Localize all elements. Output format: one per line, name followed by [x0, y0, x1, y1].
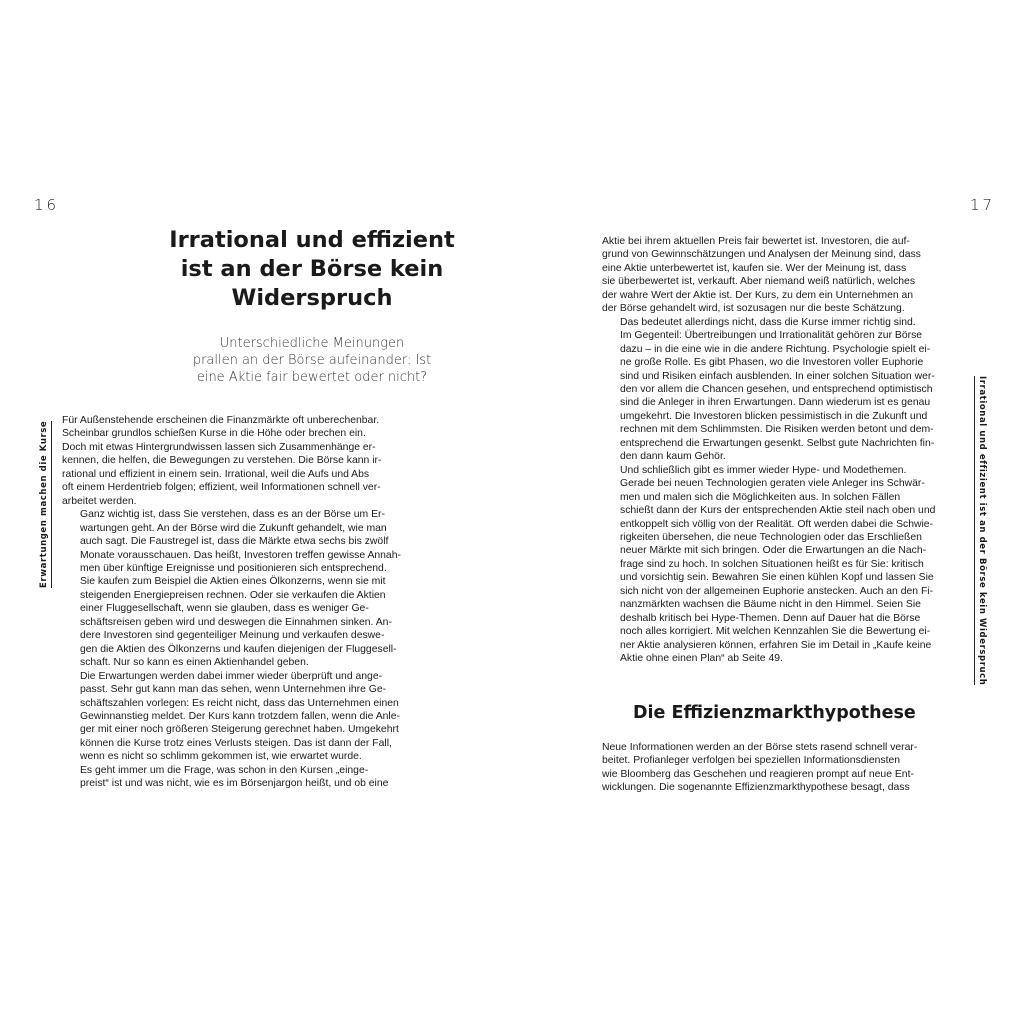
- text-line: Aktie bei ihrem aktuellen Preis fair bewertet ist. Investoren, die auf-: [602, 236, 910, 247]
- text-line: Und schließlich gibt es immer wieder Hype- und Modethemen.: [620, 464, 907, 476]
- paragraph: [62, 414, 422, 508]
- text-line: entsprechend die Erwartungen gesenkt. Selbst gute Nachrichten fin-: [620, 437, 935, 449]
- text-line: schäftsreisen geben wird und deswegen die Einnahmen sinken. An-: [80, 616, 392, 628]
- title-line: Irrational und effizient: [169, 227, 455, 253]
- text-line: Das bedeutet allerdings nicht, dass die Kurse immer richtig sind.: [620, 316, 916, 328]
- text-line: steigenden Energiepreisen rechnen. Oder sie verkaufen die Aktien: [80, 589, 386, 601]
- text-line: dazu – in die eine wie in die andere Richtung. Psychologie spielt ei-: [620, 343, 931, 355]
- text-line: Doch mit etwas Hintergrundwissen lassen sich Zusammenhänge er-: [62, 441, 376, 453]
- text-line: der wahre Wert der Aktie ist. Der Kurs, zu dem ein Unternehmen an: [602, 289, 914, 301]
- text-line: Aktie ohne einen Plan“ ab Seite 49.: [620, 653, 783, 665]
- paragraph: [602, 316, 962, 464]
- text-line: frage sind zu hoch. In solchen Situationen heißt es für Sie: kritisch: [620, 558, 924, 570]
- page-number-left: 16: [34, 196, 60, 214]
- text-line: dere Investoren sind gegenteiliger Meinung und verkaufen deswe-: [80, 630, 385, 642]
- text-line: men und malen sich die Möglichkeiten aus. In solchen Fällen: [620, 491, 901, 503]
- text-line: ger mit einer noch größeren Steigerung gerechnet haben. Umgekehrt: [80, 724, 399, 736]
- text-line: wicklungen. Die sogenannte Effizienzmarkthypothese besagt, dass: [602, 782, 910, 794]
- subtitle-line: prallen an der Börse aufeinander: Ist: [192, 353, 432, 368]
- text-line: Monate vorausschauen. Das heißt, Investoren treffen gewisse Annah-: [80, 549, 401, 561]
- running-header-left: Erwartungen machen die Kurse: [39, 421, 52, 588]
- text-line: wartungen geht. An der Börse wird die Zukunft gehandelt, wie man: [80, 522, 387, 534]
- paragraph: [62, 764, 422, 791]
- text-line: rigkeiten übersehen, die neue Technologien oder das Erschließen: [620, 531, 922, 543]
- section-heading: Die Effizienzmarkthypothese: [633, 703, 916, 723]
- text-line: entkoppelt sich völlig von der Realität. Oft werden dabei die Schwie-: [620, 518, 934, 530]
- title-line: Widerspruch: [231, 285, 393, 311]
- text-line: deshalb kritisch bei Hype-Themen. Denn auf Dauer hat die Börse: [620, 612, 921, 624]
- paragraph: [602, 235, 962, 316]
- text-line: sind und Risiken einfach ausblenden. In einer solchen Situation wer-: [620, 370, 935, 382]
- text-line: preist“ ist und was nicht, wie es im Börsenjargon heißt, und ob eine: [80, 778, 389, 790]
- text-line: ner Aktie analysieren können, erfahren Sie im Detail in „Kaufe keine: [620, 639, 932, 651]
- text-line: men über künftige Ereignisse und positionieren sich entsprechend.: [80, 562, 387, 574]
- text-line: gen die Aktien des Ölkonzerns und kaufen diejenigen der Fluggesell-: [80, 643, 397, 655]
- left-body-text: [62, 414, 422, 791]
- text-line: Im Gegenteil: Übertreibungen und Irrationalität gehören zur Börse: [620, 330, 923, 342]
- text-line: Neue Informationen werden an der Börse stets rasend schnell verar-: [602, 742, 918, 753]
- text-line: Die Erwartungen werden dabei immer wieder überprüft und ange-: [80, 670, 383, 682]
- text-line: und vorsichtig sein. Bewahren Sie einen kühlen Kopf und lassen Sie: [620, 572, 934, 584]
- title-line: ist an der Börse kein: [180, 256, 444, 282]
- text-line: neuer Märkte mit sich bringen. Oder die Erwartungen an die Nach-: [620, 545, 927, 557]
- running-header-right: Irrational und effizient ist an der Börse kein Widerspruch: [974, 376, 987, 685]
- subtitle-line: Unterschiedliche Meinungen: [219, 336, 405, 351]
- text-line: Scheinbar grundlos schießen Kurse in die Höhe oder brechen ein.: [62, 428, 366, 440]
- text-line: können die Kurse trotz eines Verlusts steigen. Das ist dann der Fall,: [80, 737, 392, 749]
- paragraph: [602, 741, 962, 795]
- text-line: den vor allem die Chancen gesehen, und entsprechend optimistisch: [620, 383, 933, 395]
- text-line: sich nicht von der allgemeinen Euphorie anstecken. Auch an den Fi-: [620, 585, 934, 597]
- text-line: Für Außenstehende erscheinen die Finanzmärkte oft unberechenbar.: [62, 415, 380, 426]
- right-body-text: [602, 235, 962, 666]
- text-line: rational und effizient in einem sein. Irrational, weil die Aufs und Abs: [62, 468, 370, 480]
- text-line: beitet. Profianleger verfolgen bei speziellen Informationsdiensten: [602, 755, 901, 767]
- text-line: Ganz wichtig ist, dass Sie verstehen, dass es an der Börse um Er-: [80, 509, 385, 521]
- text-line: umgekehrt. Die Investoren blicken pessimistisch in die Zukunft und: [620, 410, 928, 422]
- text-line: noch alles korrigiert. Mit welchen Kennzahlen Sie die Bewertung ei-: [620, 626, 931, 638]
- chapter-subtitle: [62, 335, 562, 386]
- text-line: Gewinnanstieg meldet. Der Kurs kann trotzdem fallen, wenn die Anle-: [80, 710, 400, 722]
- text-line: Es geht immer um die Frage, was schon in den Kursen „einge-: [80, 764, 369, 776]
- chapter-title: [62, 226, 562, 313]
- text-line: nanzmärkten wachsen die Bäume nicht in den Himmel. Seien Sie: [620, 599, 921, 611]
- text-line: arbeitet werden.: [62, 495, 137, 507]
- text-line: grund von Gewinnschätzungen und Analysen der Meinung sind, dass: [602, 249, 921, 261]
- text-line: eine Aktie unterbewertet ist, kaufen sie. Wer der Meinung ist, dass: [602, 262, 907, 274]
- text-line: einer Fluggesellschaft, wenn sie glauben, dass es weniger Ge-: [80, 603, 369, 615]
- text-line: kennen, die helfen, die Bewegungen zu verstehen. Die Börse kann ir-: [62, 455, 382, 467]
- text-line: oft einem Herdentrieb folgen; effizient, weil Informationen schnell ver-: [62, 482, 381, 494]
- text-line: wie Bloomberg das Geschehen und reagieren prompt auf neue Ent-: [602, 768, 914, 780]
- text-line: ne große Rolle. Es gibt Phasen, wo die Investoren voller Euphorie: [620, 357, 924, 369]
- text-line: Sie kaufen zum Beispiel die Aktien eines Ölkonzerns, wenn sie mit: [80, 576, 386, 588]
- text-line: schaft. Nur so kann es einen Aktienhandel geben.: [80, 657, 309, 669]
- page-number-right: 17: [970, 196, 996, 214]
- text-line: schießt dann der Kurs der entsprechenden Aktie steil nach oben und: [620, 505, 936, 517]
- paragraph: [602, 464, 962, 666]
- text-line: sind die Anleger in ihren Erwartungen. Dann wiederum ist es genau: [620, 397, 931, 409]
- subtitle-line: eine Aktie fair bewertet oder nicht?: [196, 370, 428, 385]
- text-line: wenn es nicht so schlimm gekommen ist, wie erwartet wurde.: [80, 751, 362, 763]
- text-line: schäftszahlen vorlegen: Es reicht nicht, dass das Unternehmen einen: [80, 697, 399, 709]
- text-line: sie überbewertet ist, verkauft. Aber niemand weiß natürlich, welches: [602, 276, 916, 288]
- text-line: der Börse gehandelt wird, ist sozusagen nur die beste Schätzung.: [602, 303, 905, 315]
- right-body-text-continued: [602, 741, 962, 795]
- text-line: auch sagt. Die Faustregel ist, dass die Märkte etwa sechs bis zwölf: [80, 536, 389, 548]
- text-line: passt. Sehr gut kann man das sehen, wenn Unternehmen ihre Ge-: [80, 684, 387, 696]
- text-line: rechnen mit dem Schlimmsten. Die Risiken werden betont und dem-: [620, 424, 934, 436]
- paragraph: [62, 670, 422, 764]
- text-line: den dann kaum Gehör.: [620, 451, 726, 463]
- paragraph: [62, 508, 422, 669]
- text-line: Gerade bei neuen Technologien geraten viele Anleger ins Schwär-: [620, 478, 925, 490]
